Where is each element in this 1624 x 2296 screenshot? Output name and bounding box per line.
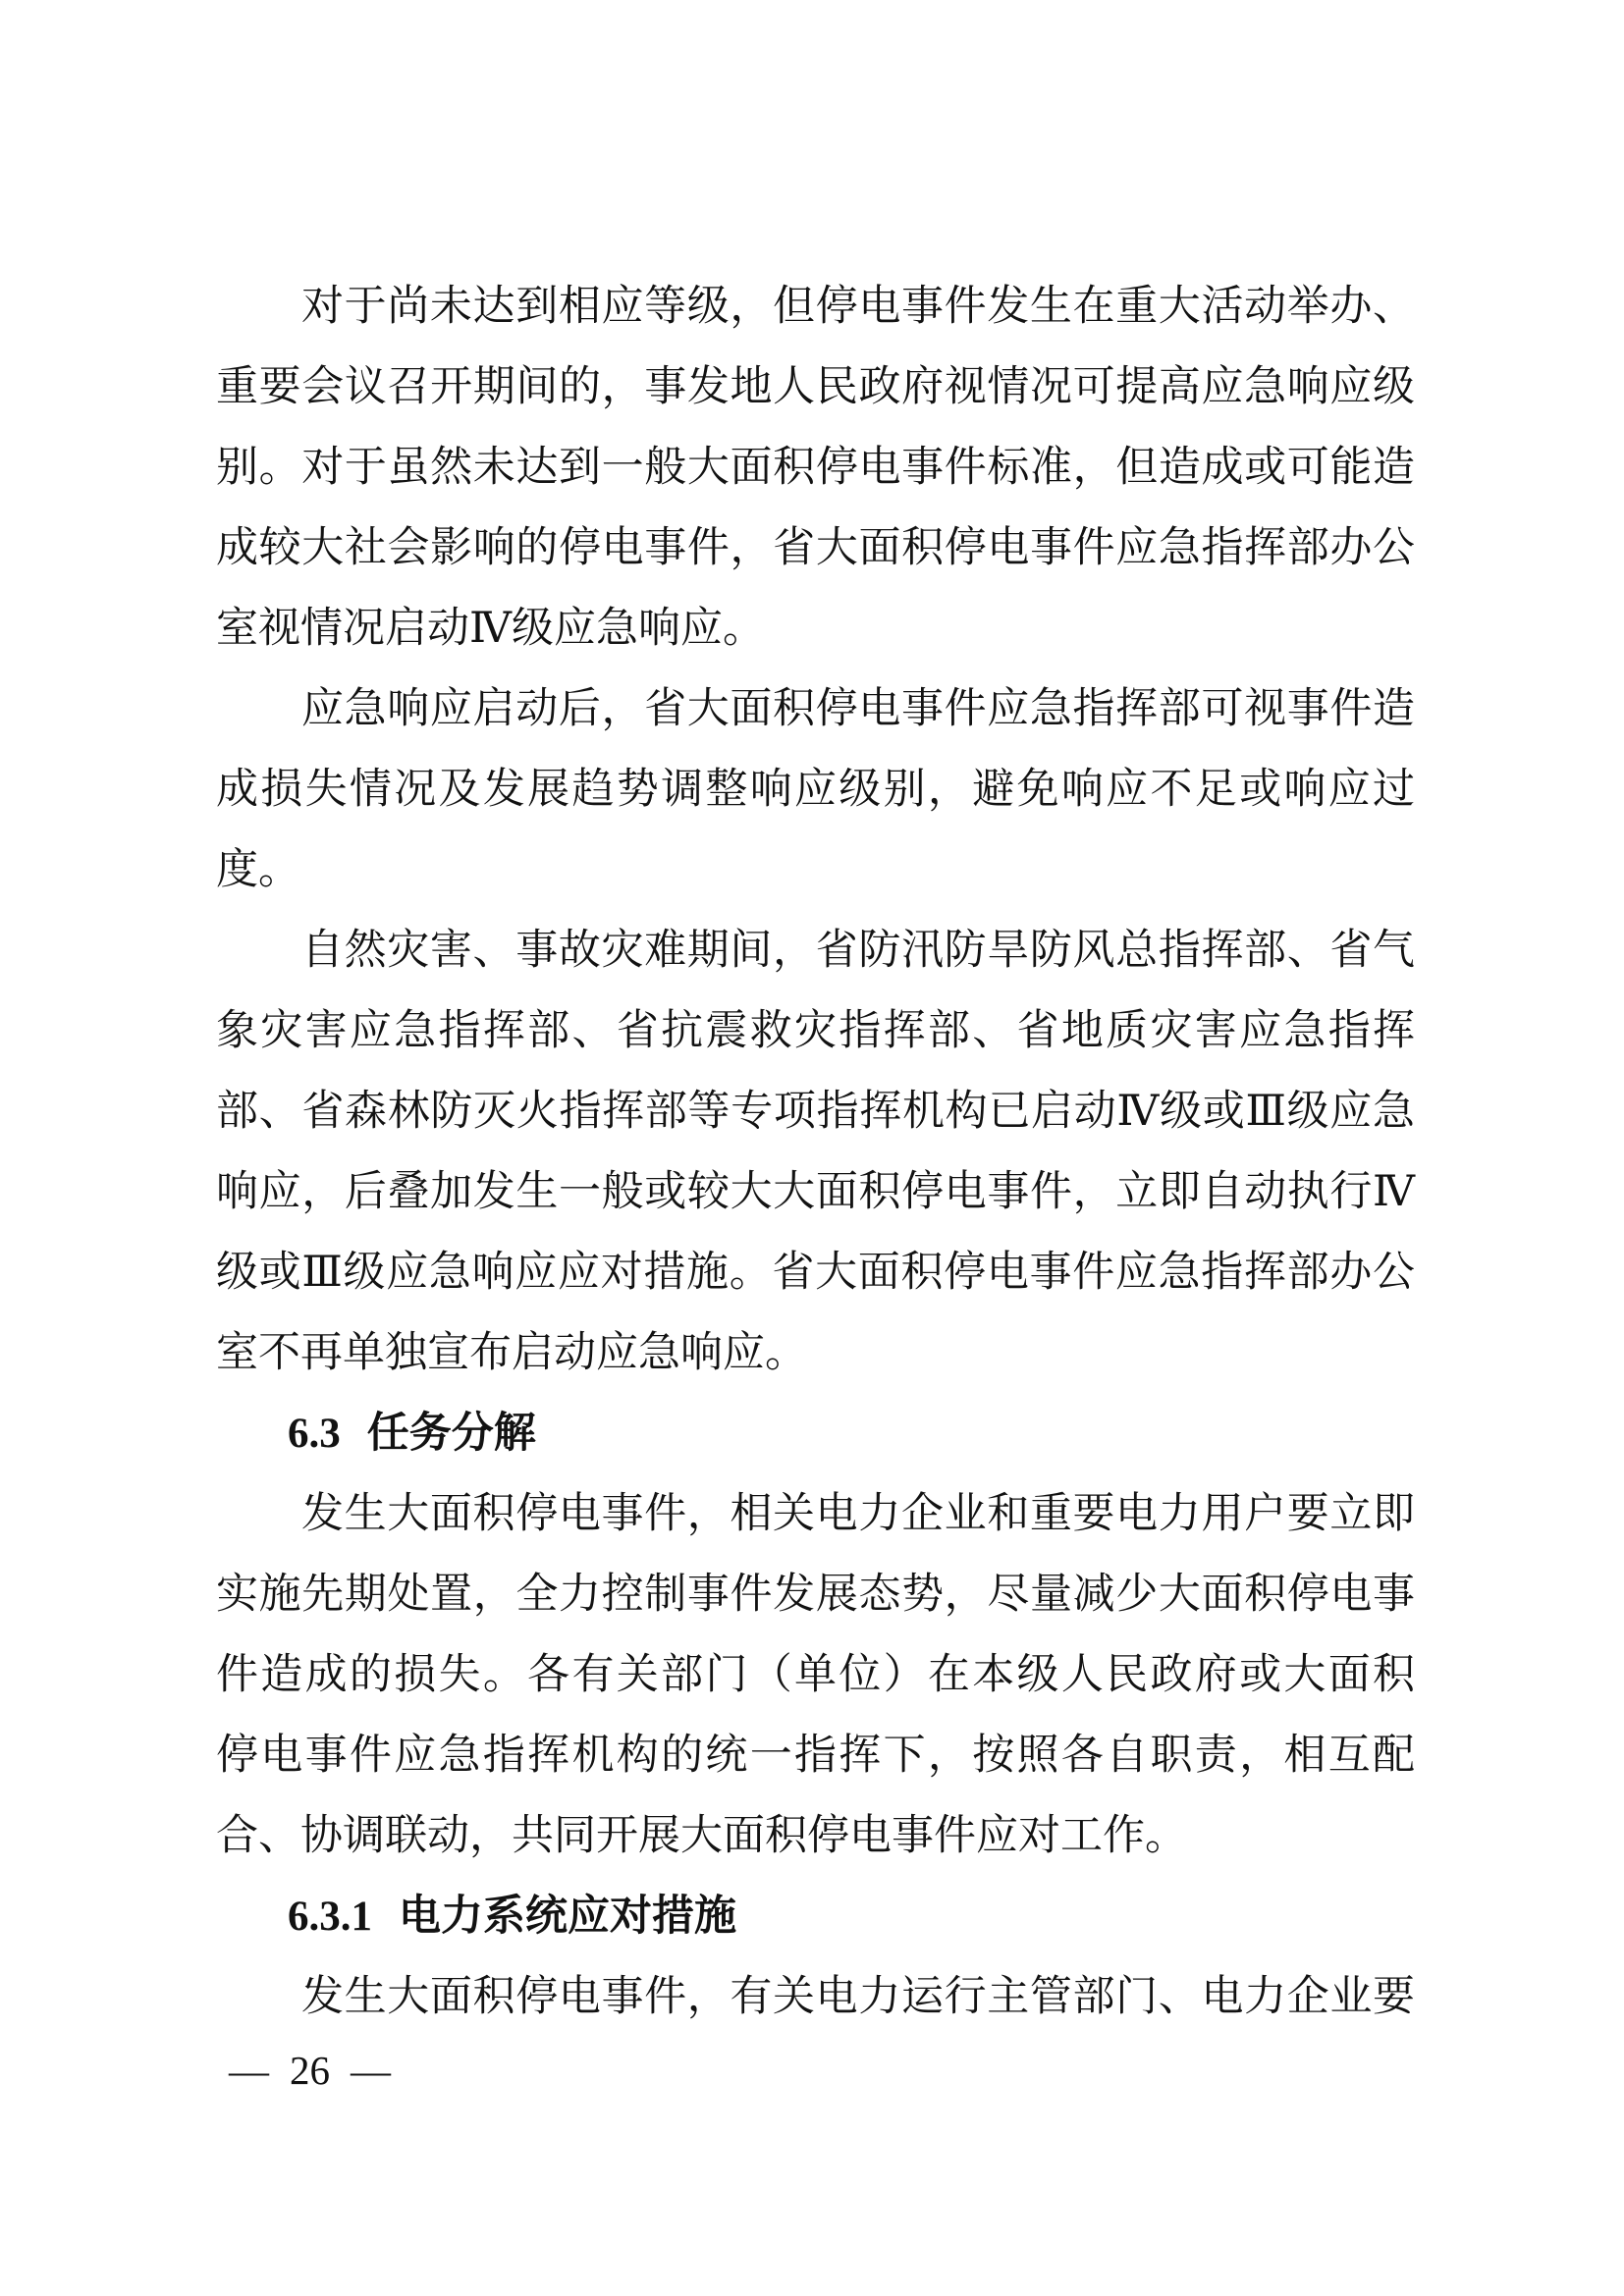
body-line: 度。 [216, 847, 300, 893]
page-number-dash-left: — [229, 2048, 269, 2093]
text-block [216, 267, 1415, 2038]
body-line: 合、协调联动，共同开展大面积停电事件应对工作。 [216, 1813, 1187, 1859]
section-number: 6.3 [288, 1411, 341, 1457]
body-line: 件造成的损失。各有关部门（单位）在本级人民政府或大面积 [216, 1652, 1415, 1698]
body-line: 部、省森林防灭火指挥部等专项指挥机构已启动Ⅳ级或Ⅲ级应急 [216, 1089, 1415, 1135]
page-number-value: 26 [290, 2048, 330, 2093]
body-line: 象灾害应急指挥部、省抗震救灾指挥部、省地质灾害应急指挥 [216, 1008, 1415, 1054]
body-line: 级或Ⅲ级应急响应应对措施。省大面积停电事件应急指挥部办公 [216, 1250, 1415, 1296]
body-line: 对于尚未达到相应等级，但停电事件发生在重大活动举办、 [301, 284, 1415, 330]
body-line: 响应，后叠加发生一般或较大大面积停电事件，立即自动执行Ⅳ [216, 1169, 1415, 1215]
section-title: 电力系统应对措施 [399, 1894, 736, 1940]
body-line: 停电事件应急指挥机构的统一指挥下，按照各自职责，相互配 [216, 1733, 1415, 1779]
body-line: 室视情况启动Ⅳ级应急响应。 [216, 606, 765, 652]
body-line: 应急响应启动后，省大面积停电事件应急指挥部可视事件造 [301, 686, 1415, 732]
section-heading-6-3-1 [216, 1877, 1415, 1957]
body-line: 重要会议召开期间的，事发地人民政府视情况可提高应急响应级 [216, 364, 1415, 410]
body-line: 发生大面积停电事件，相关电力企业和重要电力用户要立即 [301, 1491, 1415, 1537]
section-number: 6.3.1 [288, 1894, 372, 1940]
body-line: 室不再单独宣布启动应急响应。 [216, 1330, 807, 1376]
section-heading-6-3 [216, 1394, 1415, 1474]
page-number-dash-right: — [351, 2048, 391, 2093]
body-line: 实施先期处置，全力控制事件发展态势，尽量减少大面积停电事 [216, 1572, 1415, 1618]
body-line: 别。对于虽然未达到一般大面积停电事件标准，但造成或可能造 [216, 445, 1415, 491]
body-line: 发生大面积停电事件，有关电力运行主管部门、电力企业要 [301, 1974, 1415, 2020]
page-number [229, 2048, 391, 2093]
body-line: 自然灾害、事故灾难期间，省防汛防旱防风总指挥部、省气 [301, 928, 1415, 974]
body-line: 成较大社会影响的停电事件，省大面积停电事件应急指挥部办公 [216, 525, 1415, 571]
section-title: 任务分解 [366, 1411, 536, 1457]
body-line: 成损失情况及发展趋势调整响应级别，避免响应不足或响应过 [216, 767, 1415, 813]
